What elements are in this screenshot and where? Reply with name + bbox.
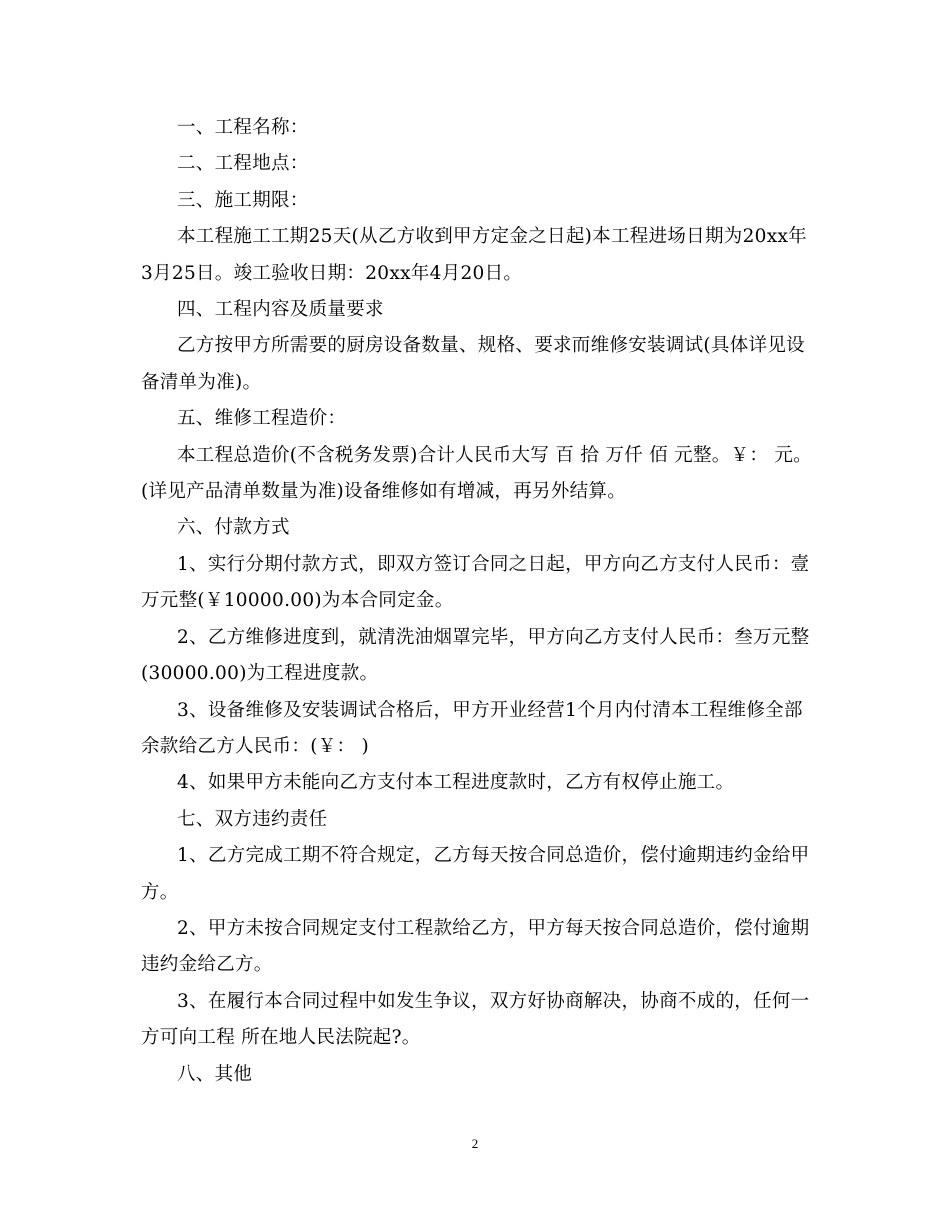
page-number: 2 (471, 1136, 479, 1151)
document-body (141, 110, 817, 1093)
heading-project-cost: 五、维修工程造价： (177, 408, 347, 430)
paragraph-line: 方。 (141, 881, 179, 903)
paragraph-line: 本工程总造价(不含税务发票)合计人民币大写 百 拾 万仟 佰 元整。￥： 元。 (177, 444, 812, 466)
heading-payment-method: 六、付款方式 (177, 517, 290, 539)
paragraph-line: 2、甲方未按合同规定支付工程款给乙方，甲方每天按合同总造价，偿付逾期 (177, 917, 810, 939)
paragraph-line: 3月25日。竣工验收日期：20xx年4月20日。 (141, 262, 523, 284)
paragraph-line: 备清单为准)。 (141, 371, 262, 393)
paragraph-line: 万元整(￥10000.00)为本合同定金。 (141, 590, 454, 612)
paragraph-line: 方可向工程 所在地人民法院起?。 (141, 1027, 421, 1049)
heading-project-name: 一、工程名称： (177, 117, 309, 138)
paragraph-line: (详见产品清单数量为准)设备维修如有增减，再另外结算。 (141, 481, 627, 503)
paragraph-line: 1、实行分期付款方式，即双方签订合同之日起，甲方向乙方支付人民币：壹 (177, 553, 810, 575)
paragraph-line: 违约金给乙方。 (141, 954, 273, 976)
heading-construction-period: 三、施工期限： (177, 189, 309, 211)
paragraph-line: 2、乙方维修进度到，就清洗油烟罩完毕，甲方向乙方支付人民币：叁万元整 (177, 626, 810, 648)
heading-other: 八、其他 (177, 1063, 253, 1085)
heading-project-location: 二、工程地点： (177, 153, 309, 175)
paragraph-line: (30000.00)为工程进度款。 (141, 663, 379, 685)
paragraph-line: 3、设备维修及安装调试合格后，甲方开业经营1个月内付清本工程维修全部 (177, 699, 803, 721)
paragraph-line: 乙方按甲方所需要的厨房设备数量、规格、要求而维修安装调试(具体详见设 (177, 335, 805, 357)
paragraph-line: 4、如果甲方未能向乙方支付本工程进度款时，乙方有权停止施工。 (177, 772, 735, 794)
heading-breach-liability: 七、双方违约责任 (177, 808, 328, 830)
paragraph-line: 1、乙方完成工期不符合规定，乙方每天按合同总造价，偿付逾期违约金给甲 (177, 845, 810, 867)
paragraph-line: 余款给乙方人民币：(￥： ) (141, 735, 370, 757)
heading-content-quality: 四、工程内容及质量要求 (177, 299, 384, 321)
paragraph-line: 3、在履行本合同过程中如发生争议，双方好协商解决，协商不成的，任何一 (177, 990, 810, 1012)
paragraph-line: 本工程施工工期25天(从乙方收到甲方定金之日起)本工程进场日期为20xx年 (177, 226, 807, 248)
